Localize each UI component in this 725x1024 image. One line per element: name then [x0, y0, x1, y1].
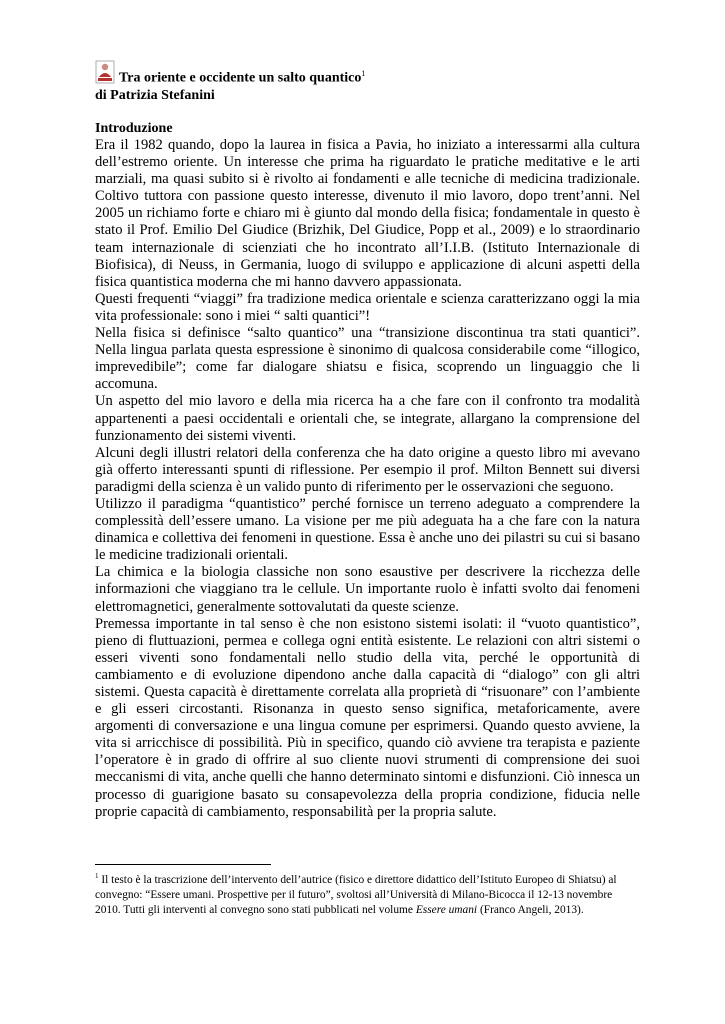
document-title	[119, 69, 365, 87]
paragraph: La chimica e la biologia classiche non sono esaustive per descrivere la ricchezza delle informazioni che viaggiano tra le cellule. Un importante ruolo è infatti svolto dai fenomeni elettromagnetici, generalmente sottovalutati da queste scienze.	[95, 564, 640, 615]
title-row	[95, 60, 655, 90]
title-text: Tra oriente e occidente un salto quantico	[119, 70, 362, 86]
footnote-marker: 1	[95, 872, 99, 880]
paragraph: Un aspetto del mio lavoro e della mia ricerca ha a che fare con il confronto tra modalità appartenenti a paesi occidentali e orientali che, se integrate, allargano la comprensione del funzionamento dei sistemi viventi.	[95, 393, 640, 444]
institute-logo-icon	[95, 60, 115, 84]
title-footnote-marker: 1	[361, 69, 366, 78]
footnote	[95, 869, 640, 918]
paragraph: Nella fisica si definisce “salto quantico” una “transizione discontinua tra stati quantici”. Nella lingua parlata questa espressione è sinonimo di qualcosa considerabile come “illogico, imprevedibile”; come far dialogare shiatsu e fisica, scoprendo un linguaggio che li accomuna.	[95, 325, 640, 393]
footnote-separator	[95, 864, 271, 865]
paragraph: Premessa importante in tal senso è che non esistono sistemi isolati: il “vuoto quantistico”, pieno di fluttuazioni, permea e collega ogni entità esistente. Le relazioni con altri sistemi o esseri viventi sono fondamentali nello studio della vita, perché le opportunità di cambiamento e di evoluzione dipendono anche dalla capacità di “dialogo” con gli altri sistemi. Questa capacità è direttamente correlata alla proprietà di “risuonare” con l’ambiente e gli esseri circostanti. Risonanza in questo senso significa, metaforicamente, avere argomenti di conversazione e una lingua comune per esprimersi. Quando questo avviene, la vita si arricchisce di possibilità. Più in specifico, quando ciò avviene tra terapista e paziente l’operatore è in grado di offrire al suo cliente nuovi strumenti di comprensione dei suoi meccanismi di vita, anche quelli che hanno determinato sintomi e disfunzioni. Ciò innesca un processo di guarigione basato su consapevolezza della propria condizione, fiducia nelle proprie capacità di cambiamento, responsabilità per la propria salute.	[95, 615, 640, 820]
paragraph: Alcuni degli illustri relatori della conferenza che ha dato origine a questo libro mi avevano già offerto interessanti spunti di riflessione. Per esempio il prof. Milton Bennett sui diversi paradigmi della scienza è un valido punto di riferimento per le osservazioni che seguono.	[95, 444, 640, 495]
paragraph: Questi frequenti “viaggi” fra tradizione medica orientale e scienza caratterizzano oggi la mia vita professionale: sono i miei “ salti quantici”!	[95, 290, 640, 324]
footnote-text: Il testo è la trascrizione dell’intervento dell’autrice (fisico e direttore didattico dell’Istituto Europeo di Shiatsu) al convegno: “Essere umani. Prospettive per il futuro”, svoltosi all’Università di Milano-Bicocca il 12-13 novembre 2010. Tutti gli interventi al convegno sono stati pubblicati nel volume	[95, 873, 617, 917]
body-text	[95, 137, 640, 821]
footnote-text-end: (Franco Angeli, 2013).	[477, 904, 584, 917]
paragraph: Era il 1982 quando, dopo la laurea in fisica a Pavia, ho iniziato a interessarmi alla cultura dell’estremo oriente. Un interesse che prima ha riguardato le pratiche meditative e le arti marziali, ma quasi subito si è rivolto ai fondamenti e alle tecniche di medicina tradizionale. Coltivo tuttora con passione questo interesse, divenuto il mio lavoro, dopo trent’anni. Nel 2005 un richiamo forte e chiaro mi è giunto dal mondo della fisica; fondamentale in questo è stato il Prof. Emilio Del Giudice (Brizhik, Del Giudice, Popp et al., 2009) e lo straordinario team internazionale di scienziati che ho incontrato all’I.I.B. (Istituto Internazionale di Biofisica), di Neuss, in Germania, luogo di sviluppo e applicazione di alcuni aspetti della fisica quantistica moderna che mi hanno davvero appassionata.	[95, 137, 640, 290]
footnote-book-title: Essere umani	[415, 904, 478, 917]
section-heading: Introduzione	[95, 121, 173, 136]
paragraph: Utilizzo il paradigma “quantistico” perché fornisce un terreno adeguato a comprendere la complessità dell’essere umano. La visione per me più adeguata ha a che fare con la natura dinamica e collettiva dei fenomeni in questione. Essa è anche uno dei pilastri su cui si basano le medicine tradizionali orientali.	[95, 495, 640, 564]
author-line: di Patrizia Stefanini	[95, 88, 215, 103]
